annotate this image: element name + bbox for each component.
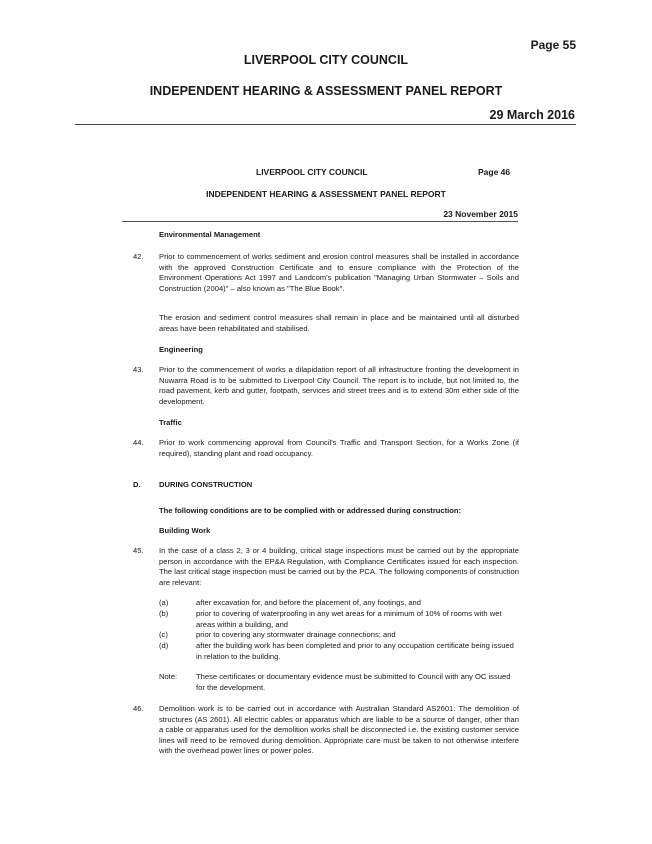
inner-report-title: INDEPENDENT HEARING & ASSESSMENT PANEL REPORT <box>206 189 446 199</box>
note-text: These certificates or documentary evidence must be submitted to Council with any OC issued for the development. <box>196 672 511 692</box>
section-heading-during-construction: DURING CONSTRUCTION <box>159 480 253 489</box>
section-letter-d: D. <box>133 480 141 489</box>
outer-page-number: Page 55 <box>530 38 576 52</box>
condition-text-43: Prior to the commencement of works a dilapidation report of all infrastructure fronting the development in Nuwarra Road is to be submitted to Liverpool City Council. The report is to include, but not limited to, the road pavement, kerb and gutter, footpath, services and street trees and is to extend 30m either side of the development. <box>159 365 519 406</box>
inner-council-title: LIVERPOOL CITY COUNCIL <box>256 167 368 177</box>
list-item-text-c: prior to covering any stormwater drainage connections; and <box>196 630 396 639</box>
note-label: Note: <box>159 672 178 681</box>
list-item-text-d: after the building work has been completed and prior to any occupation certificate being issued in relation to the building. <box>196 641 514 661</box>
section-heading-engineering: Engineering <box>159 345 203 354</box>
list-item-letter-b: (b) <box>159 609 169 618</box>
list-item-text-b: prior to covering of waterproofing in any wet areas for a minimum of 10% of rooms with wet areas within a building, and <box>196 609 502 629</box>
list-item-letter-a: (a) <box>159 598 169 607</box>
during-construction-intro: The following conditions are to be complied with or addressed during construction: <box>159 506 462 515</box>
outer-header-divider <box>75 124 576 125</box>
list-item-letter-d: (d) <box>159 641 169 650</box>
condition-number-44: 44. <box>133 438 144 447</box>
inner-page-number: Page 46 <box>478 167 511 177</box>
condition-number-45: 45. <box>133 546 144 555</box>
condition-number-46: 46. <box>133 704 144 713</box>
condition-text-42: Prior to commencement of works sediment and erosion control measures shall be installed in accordance with the approved Construction Certificate and to ensure compliance with the Protection of the Environment Operations Act 1997 and Landcom's publication "Managing Urban Stormwater – Soils and Construction (2004)" – also known as "The Blue Book". <box>159 252 519 293</box>
condition-number-43: 43. <box>133 365 144 374</box>
list-item-letter-c: (c) <box>159 630 168 639</box>
condition-text-44: Prior to work commencing approval from Council's Traffic and Transport Section, for a Works Zone (if required), standing plant and road occupancy. <box>159 438 519 458</box>
outer-council-title: LIVERPOOL CITY COUNCIL <box>243 53 409 67</box>
section-heading-environmental: Environmental Management <box>159 230 261 239</box>
list-item-text-a: after excavation for, and before the placement of, any footings, and <box>196 598 422 607</box>
condition-number-42: 42. <box>133 252 144 261</box>
section-heading-traffic: Traffic <box>159 418 182 427</box>
section-heading-building-work: Building Work <box>159 526 211 535</box>
inner-report-date: 23 November 2015 <box>443 209 518 219</box>
condition-text-46: Demolition work is to be carried out in accordance with Australian Standard AS2601: The demolition of structures (AS 2601). All electric cables or apparatus which are liable to be a source of danger, other than a cable or apparatus used for the demolition works shall be disconnected i.e. the existing customer service lines will need to be removed during demolition. Appropriate care must be taken to not otherwise interfere with the overhead power lines or power poles. <box>159 704 519 756</box>
outer-report-date: 29 March 2016 <box>489 108 575 122</box>
condition-text-45: In the case of a class 2, 3 or 4 building, critical stage inspections must be carried out by the appropriate person in accordance with the EP&A Regulation, with Compliance Certificates issued for each inspection. The last critical stage inspection must be carried out by the PCA. The following components of construction are relevant: <box>159 546 519 587</box>
inner-header-divider <box>122 221 518 222</box>
outer-report-title: INDEPENDENT HEARING & ASSESSMENT PANEL REPORT <box>149 84 503 98</box>
condition-text-42-continued: The erosion and sediment control measures shall remain in place and be maintained until all disturbed areas have been rehabilitated and stabilised. <box>159 313 519 333</box>
